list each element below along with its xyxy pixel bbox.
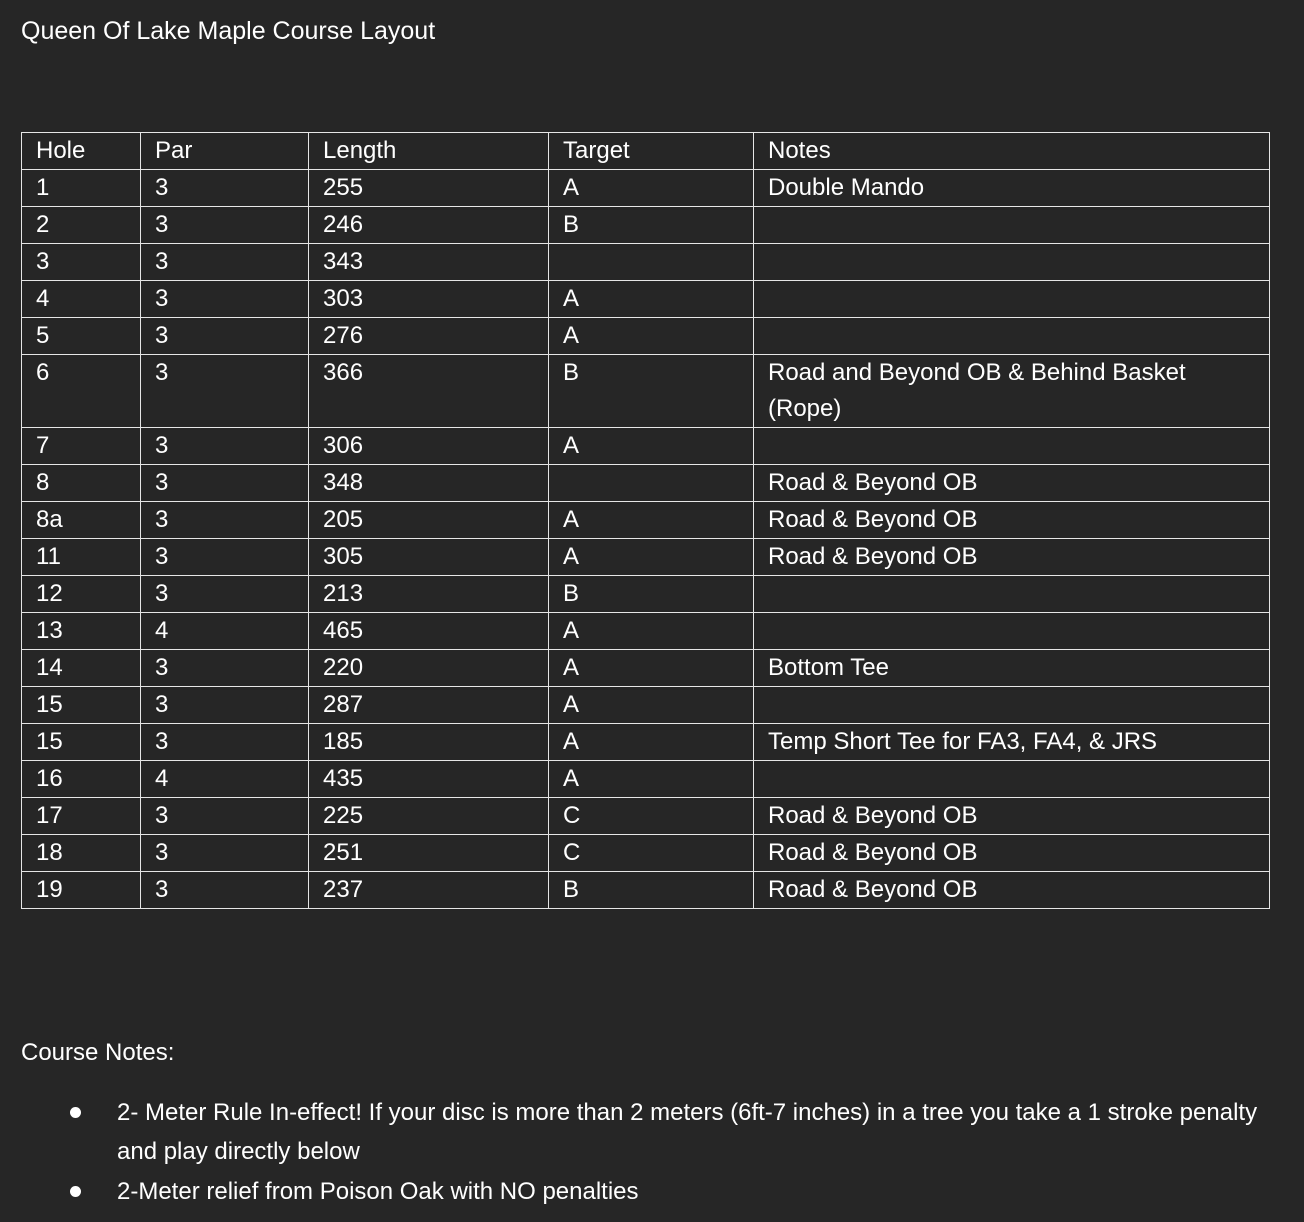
- cell-target: A: [549, 318, 754, 355]
- cell-par: 3: [141, 318, 309, 355]
- cell-length: 185: [309, 724, 549, 761]
- cell-target: A: [549, 539, 754, 576]
- cell-par: 3: [141, 502, 309, 539]
- cell-target: [549, 465, 754, 502]
- cell-par: 3: [141, 576, 309, 613]
- cell-hole: 5: [22, 318, 141, 355]
- cell-target: B: [549, 355, 754, 428]
- cell-par: 3: [141, 207, 309, 244]
- cell-length: 251: [309, 835, 549, 872]
- cell-hole: 1: [22, 170, 141, 207]
- course-note-text: 2- Meter Rule In-effect! If your disc is more than 2 meters (6ft-7 inches) in a tree you take a 1 stroke penalty and play directly below: [117, 1099, 1258, 1165]
- cell-hole: 14: [22, 650, 141, 687]
- cell-length: 343: [309, 244, 549, 281]
- table-body: [22, 170, 1270, 909]
- cell-notes: Double Mando: [754, 170, 1270, 207]
- table-row: [22, 872, 1270, 909]
- table-row: [22, 281, 1270, 318]
- cell-target: A: [549, 687, 754, 724]
- cell-par: 3: [141, 872, 309, 909]
- cell-notes: Road & Beyond OB: [754, 835, 1270, 872]
- cell-target: A: [549, 761, 754, 798]
- header-target: Target: [549, 133, 754, 170]
- header-hole: Hole: [22, 133, 141, 170]
- cell-notes: Road and Beyond OB & Behind Basket (Rope): [754, 355, 1270, 428]
- cell-hole: 2: [22, 207, 141, 244]
- cell-target: A: [549, 281, 754, 318]
- table-row: [22, 170, 1270, 207]
- table-row: [22, 650, 1270, 687]
- cell-notes: Road & Beyond OB: [754, 539, 1270, 576]
- cell-hole: 8a: [22, 502, 141, 539]
- table-row: [22, 835, 1270, 872]
- cell-par: 3: [141, 244, 309, 281]
- table-row: [22, 207, 1270, 244]
- bullet-icon: [70, 1186, 81, 1197]
- cell-par: 3: [141, 281, 309, 318]
- cell-notes: [754, 428, 1270, 465]
- cell-notes: [754, 687, 1270, 724]
- course-notes-list: [0, 1093, 1260, 1212]
- cell-hole: 17: [22, 798, 141, 835]
- cell-hole: 19: [22, 872, 141, 909]
- cell-length: 255: [309, 170, 549, 207]
- cell-hole: 18: [22, 835, 141, 872]
- cell-target: A: [549, 724, 754, 761]
- cell-hole: 8: [22, 465, 141, 502]
- cell-hole: 11: [22, 539, 141, 576]
- cell-hole: 12: [22, 576, 141, 613]
- cell-hole: 16: [22, 761, 141, 798]
- table-row: [22, 724, 1270, 761]
- cell-par: 4: [141, 613, 309, 650]
- course-notes-heading: Course Notes:: [21, 1039, 175, 1066]
- cell-notes: Road & Beyond OB: [754, 798, 1270, 835]
- table-row: [22, 244, 1270, 281]
- table-row: [22, 576, 1270, 613]
- cell-length: 348: [309, 465, 549, 502]
- cell-length: 435: [309, 761, 549, 798]
- cell-notes: Road & Beyond OB: [754, 502, 1270, 539]
- cell-target: B: [549, 576, 754, 613]
- cell-length: 366: [309, 355, 549, 428]
- cell-par: 3: [141, 650, 309, 687]
- cell-length: 276: [309, 318, 549, 355]
- cell-target: C: [549, 835, 754, 872]
- cell-par: 3: [141, 355, 309, 428]
- cell-par: 3: [141, 539, 309, 576]
- cell-target: A: [549, 428, 754, 465]
- cell-notes: Bottom Tee: [754, 650, 1270, 687]
- cell-target: B: [549, 872, 754, 909]
- table-row: [22, 613, 1270, 650]
- cell-notes: [754, 576, 1270, 613]
- cell-target: A: [549, 613, 754, 650]
- course-note-text: 2-Meter relief from Poison Oak with NO penalties: [117, 1178, 639, 1205]
- cell-length: 205: [309, 502, 549, 539]
- cell-hole: 7: [22, 428, 141, 465]
- cell-target: A: [549, 502, 754, 539]
- cell-notes: [754, 281, 1270, 318]
- cell-hole: 6: [22, 355, 141, 428]
- cell-hole: 13: [22, 613, 141, 650]
- cell-hole: 15: [22, 724, 141, 761]
- header-par: Par: [141, 133, 309, 170]
- table-row: [22, 465, 1270, 502]
- table-row: [22, 428, 1270, 465]
- table-header-row: [22, 133, 1270, 170]
- cell-notes: Temp Short Tee for FA3, FA4, & JRS: [754, 724, 1270, 761]
- cell-notes: [754, 613, 1270, 650]
- table-row: [22, 539, 1270, 576]
- cell-length: 303: [309, 281, 549, 318]
- cell-par: 3: [141, 687, 309, 724]
- cell-length: 237: [309, 872, 549, 909]
- cell-length: 287: [309, 687, 549, 724]
- table-row: [22, 798, 1270, 835]
- cell-target: A: [549, 650, 754, 687]
- course-layout-table: [21, 132, 1270, 909]
- cell-length: 306: [309, 428, 549, 465]
- cell-target: B: [549, 207, 754, 244]
- cell-par: 3: [141, 465, 309, 502]
- cell-target: [549, 244, 754, 281]
- header-notes: Notes: [754, 133, 1270, 170]
- cell-length: 246: [309, 207, 549, 244]
- table-row: [22, 687, 1270, 724]
- cell-par: 3: [141, 835, 309, 872]
- cell-notes: Road & Beyond OB: [754, 872, 1270, 909]
- table-row: [22, 355, 1270, 428]
- cell-notes: [754, 318, 1270, 355]
- cell-length: 225: [309, 798, 549, 835]
- header-length: Length: [309, 133, 549, 170]
- cell-notes: Road & Beyond OB: [754, 465, 1270, 502]
- cell-notes: [754, 761, 1270, 798]
- cell-par: 3: [141, 170, 309, 207]
- cell-par: 3: [141, 724, 309, 761]
- cell-length: 213: [309, 576, 549, 613]
- document-title: Queen Of Lake Maple Course Layout: [21, 17, 436, 45]
- cell-hole: 15: [22, 687, 141, 724]
- list-item: [0, 1172, 1260, 1211]
- cell-par: 3: [141, 798, 309, 835]
- cell-length: 220: [309, 650, 549, 687]
- cell-par: 4: [141, 761, 309, 798]
- cell-notes: [754, 244, 1270, 281]
- cell-length: 305: [309, 539, 549, 576]
- cell-hole: 4: [22, 281, 141, 318]
- cell-target: C: [549, 798, 754, 835]
- table-row: [22, 761, 1270, 798]
- cell-par: 3: [141, 428, 309, 465]
- cell-length: 465: [309, 613, 549, 650]
- cell-target: A: [549, 170, 754, 207]
- cell-hole: 3: [22, 244, 141, 281]
- table-row: [22, 318, 1270, 355]
- cell-notes: [754, 207, 1270, 244]
- bullet-icon: [70, 1107, 81, 1118]
- table-row: [22, 502, 1270, 539]
- list-item: [0, 1093, 1260, 1171]
